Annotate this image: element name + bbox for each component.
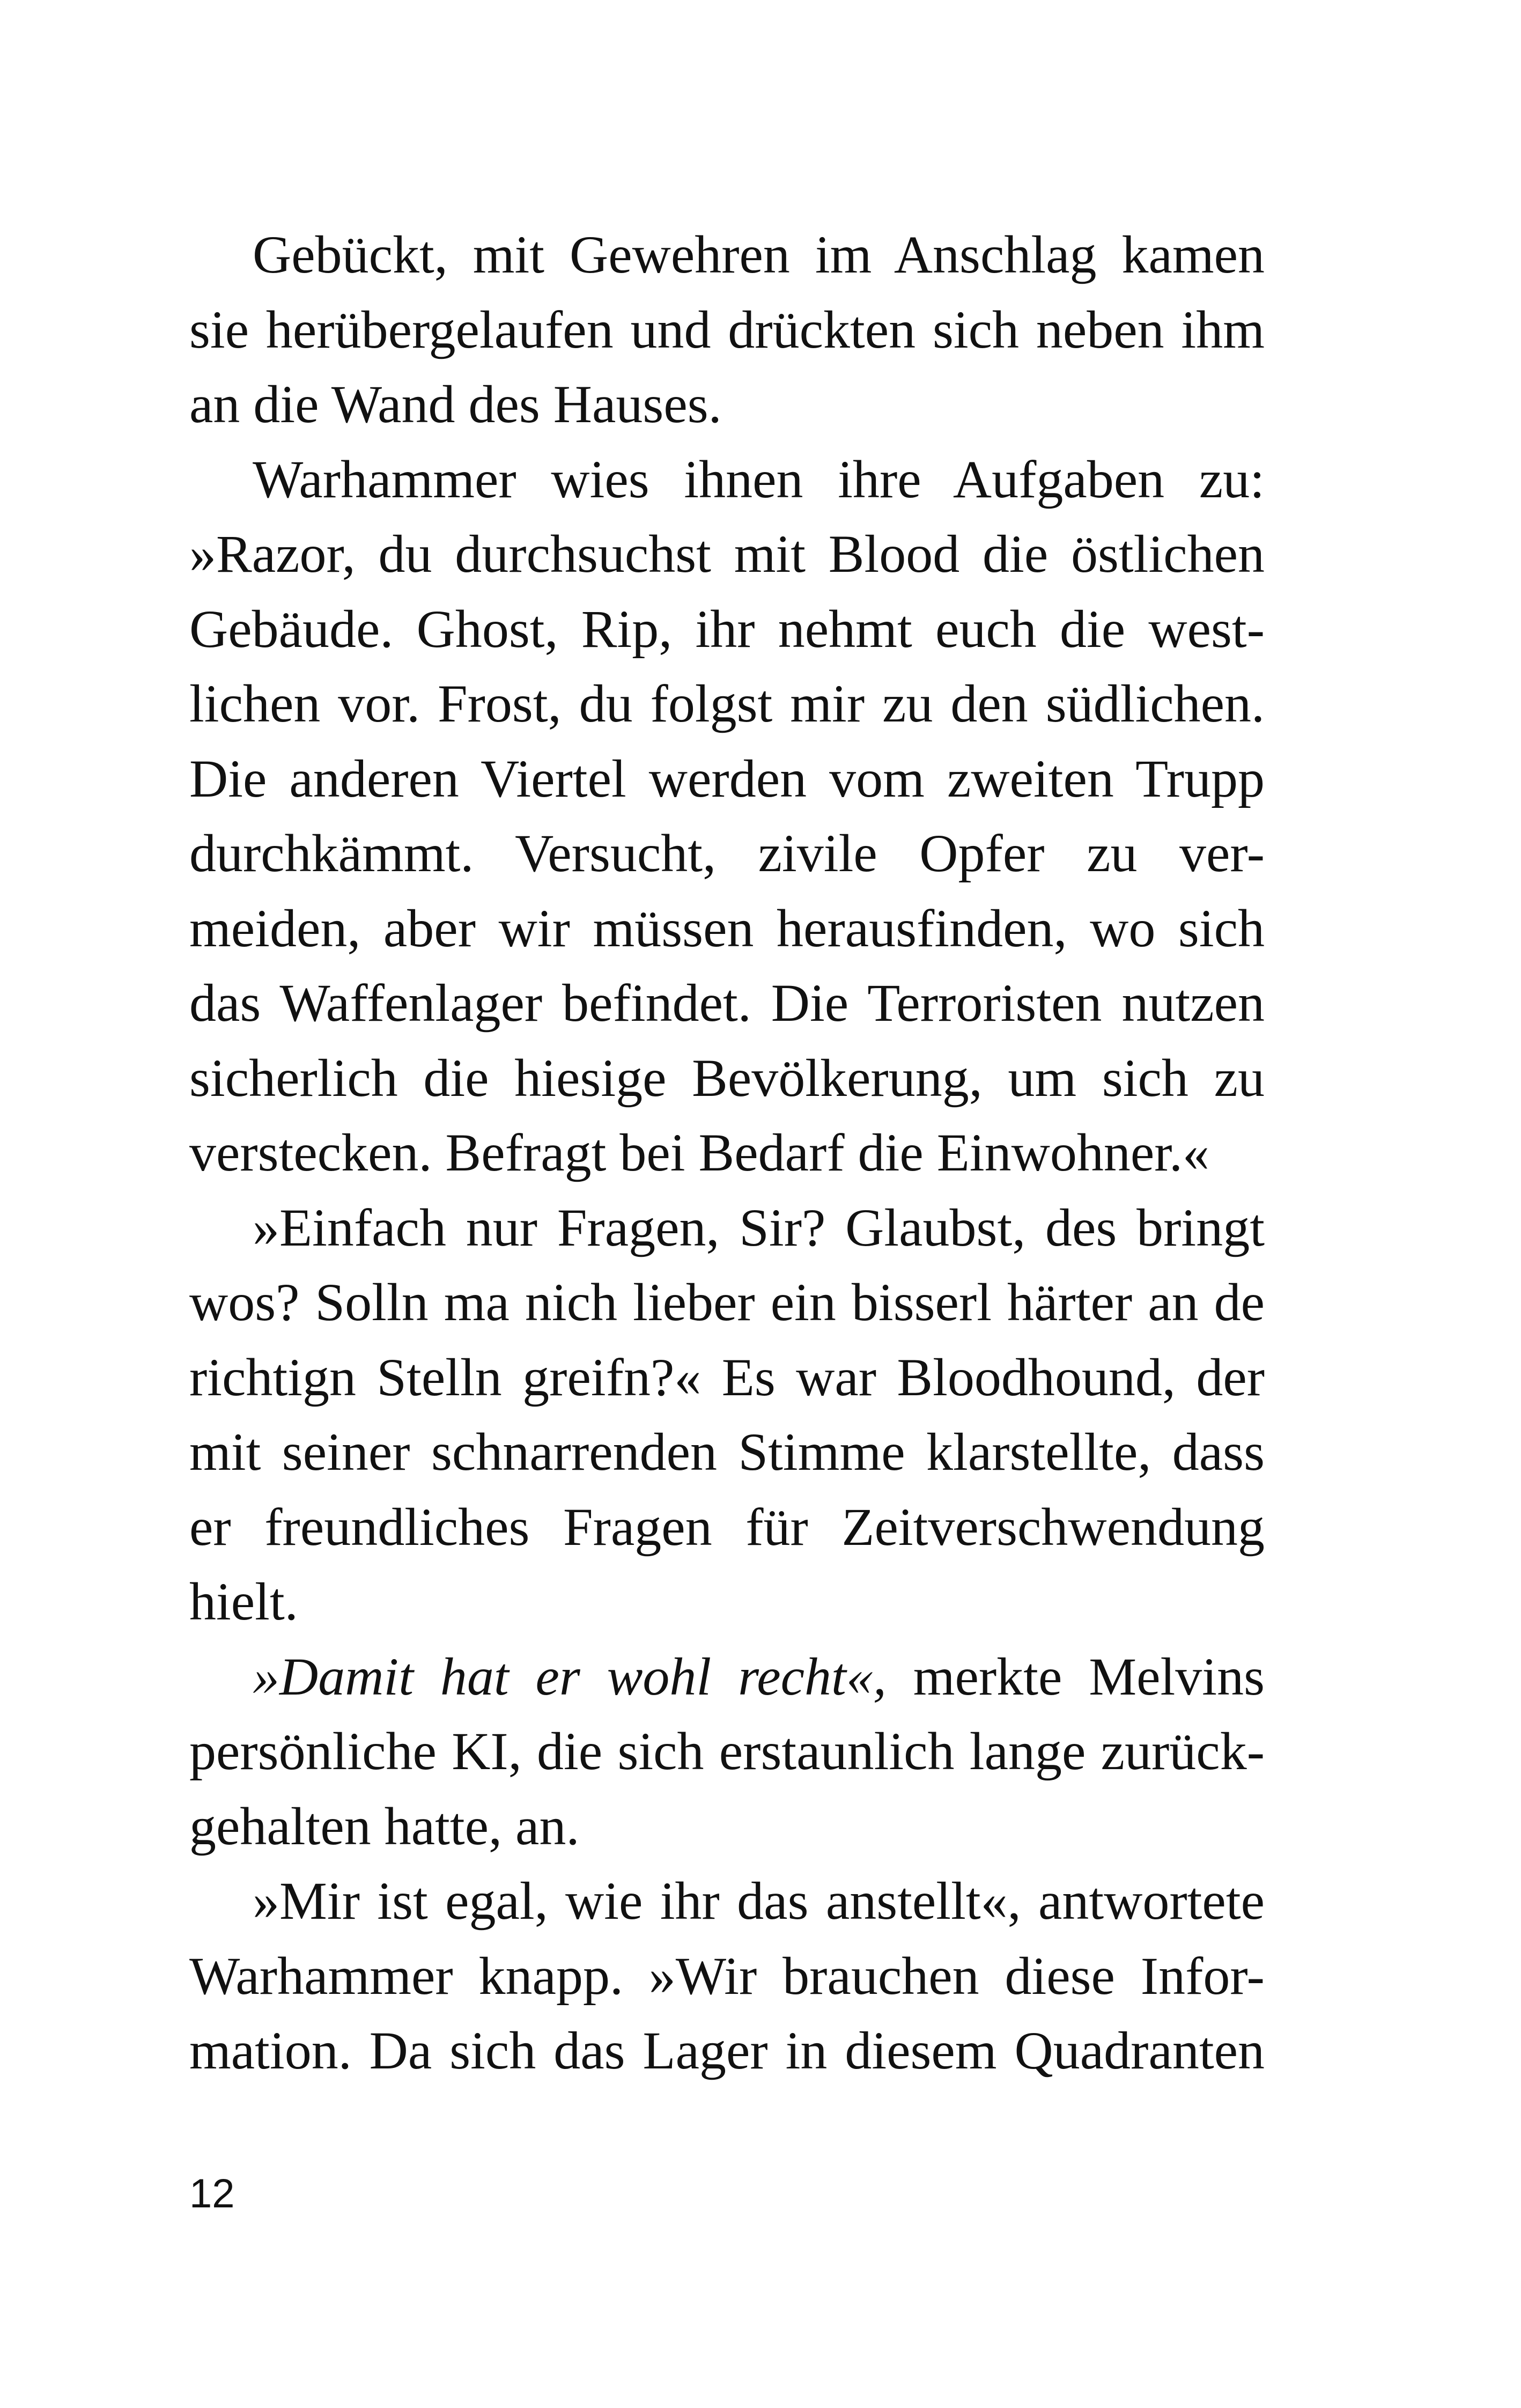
text-line: meiden, aber wir müssen herausfinden, wo sich xyxy=(189,898,1265,958)
text-line xyxy=(189,1639,1265,1714)
page-number: 12 xyxy=(189,2171,235,2216)
text-line: wos? Solln ma nich lieber ein bisserl härter an de xyxy=(189,1272,1265,1332)
text-line: Gebäude. Ghost, Rip, ihr nehmt euch die west- xyxy=(189,599,1265,659)
text-line: »Mir ist egal, wie ihr das anstellt«, antwortete xyxy=(253,1871,1265,1931)
text-segment: merkte Melvins xyxy=(913,1646,1265,1706)
text-line: richtign Stelln greifn?« Es war Bloodhound, der xyxy=(189,1347,1265,1407)
text-line: persönliche KI, die sich erstaunlich lange zurück- xyxy=(189,1721,1265,1781)
text-line: mit seiner schnarrenden Stimme klarstellte, dass xyxy=(189,1422,1265,1482)
text-line: verstecken. Befragt bei Bedarf die Einwohner.« xyxy=(189,1123,1210,1182)
text-line: sie herübergelaufen und drückten sich neben ihm xyxy=(189,299,1265,359)
italic-quote: »Damit hat er wohl recht«, xyxy=(253,1646,887,1706)
text-line: das Waffenlager befindet. Die Terroristen nutzen xyxy=(189,973,1265,1033)
text-line: er freundliches Fragen für Zeitverschwendung xyxy=(189,1497,1265,1557)
text-line: »Razor, du durchsuchst mit Blood die östlichen xyxy=(189,524,1265,584)
body-text xyxy=(189,217,1265,2088)
text-line: »Einfach nur Fragen, Sir? Glaubst, des bringt xyxy=(253,1197,1265,1257)
text-line: sicherlich die hiesige Bevölkerung, um sich zu xyxy=(189,1048,1265,1108)
text-line: Die anderen Viertel werden vom zweiten Trupp xyxy=(189,748,1265,808)
text-line: mation. Da sich das Lager in diesem Quadranten xyxy=(189,2021,1265,2080)
text-line: Warhammer wies ihnen ihre Aufgaben zu: xyxy=(253,449,1265,509)
text-line: hielt. xyxy=(189,1572,298,1631)
text-line: durchkämmt. Versucht, zivile Opfer zu ver- xyxy=(189,823,1265,883)
text-line: Warhammer knapp. »Wir brauchen diese Infor- xyxy=(189,1946,1265,2006)
text-line: an die Wand des Hauses. xyxy=(189,374,722,434)
text-line: gehalten hatte, an. xyxy=(189,1796,580,1856)
text-line: lichen vor. Frost, du folgst mir zu den südlichen. xyxy=(189,674,1265,733)
text-line: Gebückt, mit Gewehren im Anschlag kamen xyxy=(253,225,1265,284)
